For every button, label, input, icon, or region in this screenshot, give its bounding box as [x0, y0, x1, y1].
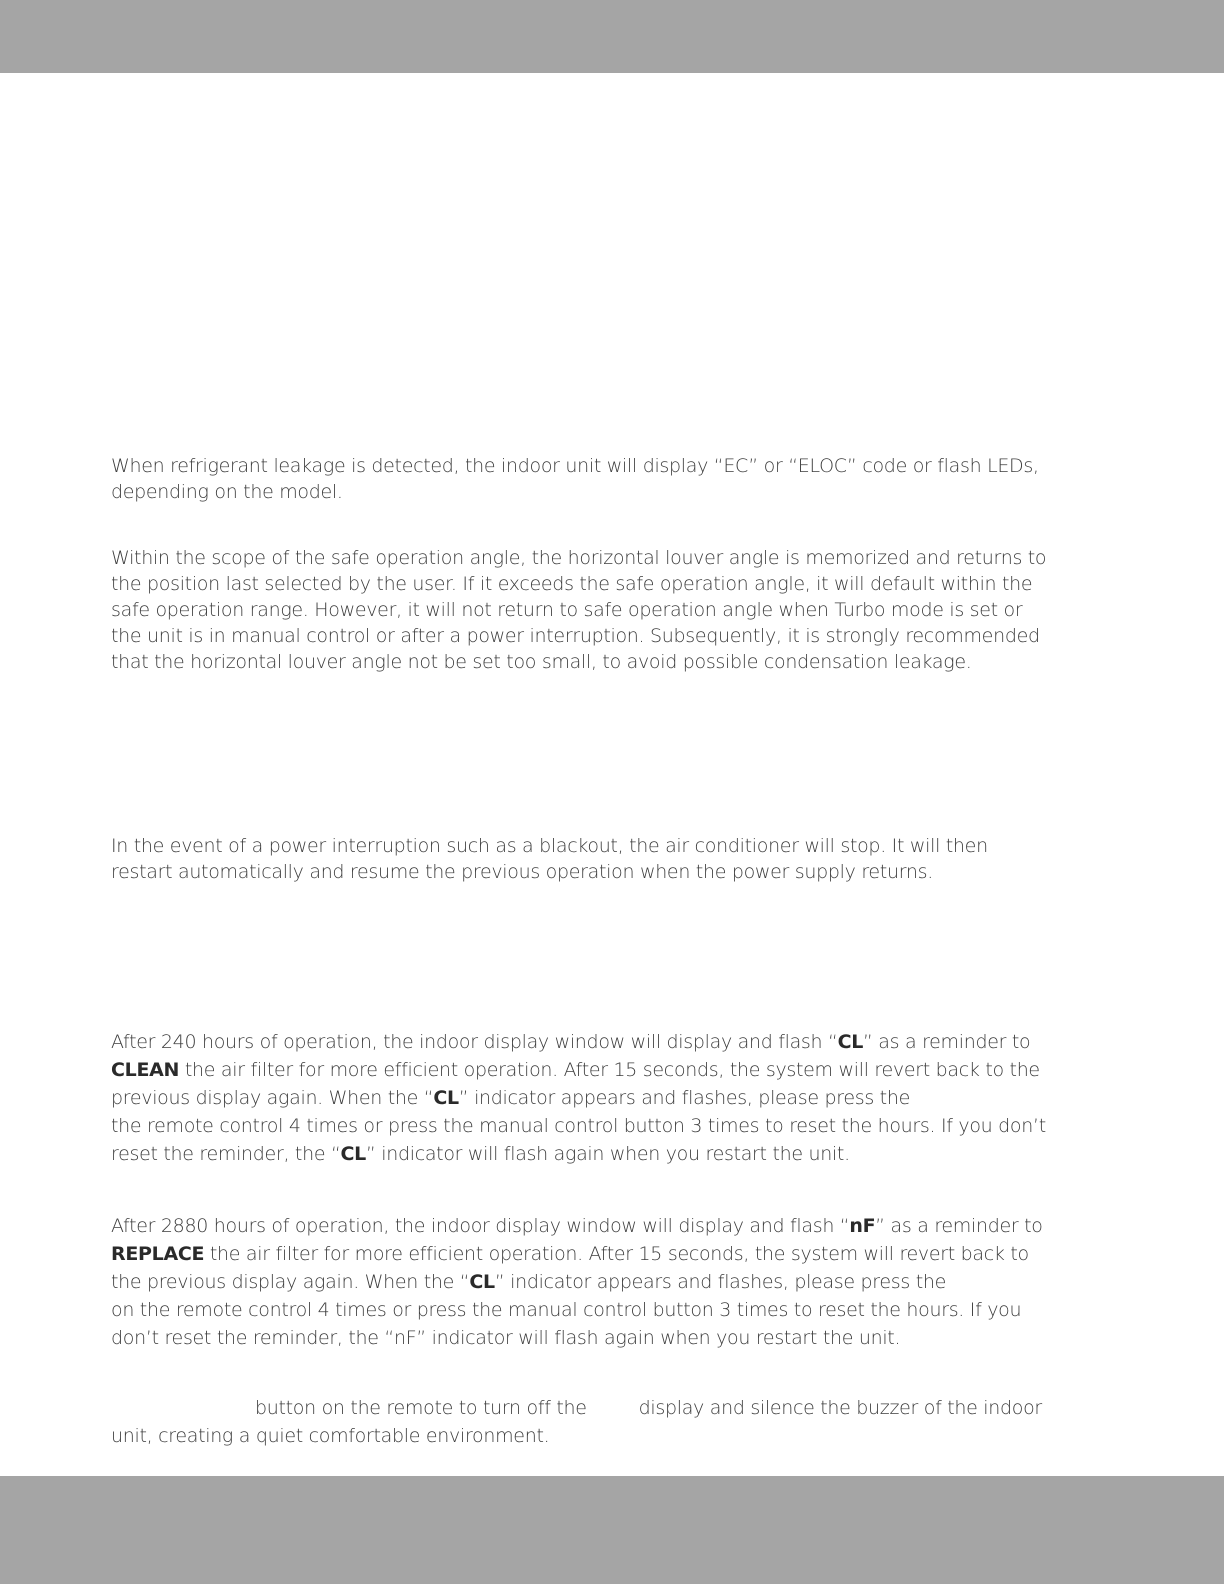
text-line: reset the reminder, the “CL” indicator will flash again when you restart the unit.: [111, 1143, 850, 1165]
louver-angle-paragraph: [111, 545, 1121, 675]
nf-code: nF: [849, 1215, 876, 1237]
text-line: that the horizontal louver angle not be set too small, to avoid possible condensation leakage.: [111, 651, 972, 673]
cl-code: CL: [837, 1031, 864, 1053]
text-line: Within the scope of the safe operation angle, the horizontal louver angle is memorized and returns to: [111, 547, 1047, 569]
header-bar: [0, 0, 1224, 73]
cl-code: CL: [433, 1087, 459, 1109]
cl-code: CL: [469, 1271, 495, 1293]
text-line: After 240 hours of operation, the indoor display window will display and flash “CL” as a reminder to: [111, 1031, 1031, 1053]
text-line: the previous display again. When the “CL” indicator appears and flashes, please press the: [111, 1271, 946, 1293]
footer-bar: [0, 1476, 1224, 1584]
text-line: the position last selected by the user. If it exceeds the safe operation angle, it will default within the: [111, 573, 1033, 595]
text-line: previous display again. When the “CL” indicator appears and flashes, please press the: [111, 1087, 910, 1109]
text-line: CLEAN the air filter for more efficient operation. After 15 seconds, the system will revert back to the: [111, 1059, 1040, 1081]
text-line: REPLACE the air filter for more efficient operation. After 15 seconds, the system will revert back to: [111, 1243, 1029, 1265]
text-line: safe operation range. However, it will not return to safe operation angle when Turbo mode is set or: [111, 599, 1023, 621]
text-line: button on the remote to turn off the display and silence the buzzer of the indoor: [255, 1397, 1042, 1419]
text-line: When refrigerant leakage is detected, the indoor unit will display “EC” or “ELOC” code or flash LEDs,: [111, 455, 1039, 477]
replace-keyword: REPLACE: [111, 1243, 205, 1265]
text-line: In the event of a power interruption such as a blackout, the air conditioner will stop. It will then: [111, 835, 988, 857]
cl-code: CL: [340, 1143, 366, 1165]
filter-replace-reminder-paragraph: [111, 1212, 1121, 1352]
silence-display-paragraph: [111, 1394, 1121, 1450]
text-line: don’t reset the reminder, the “nF” indicator will flash again when you restart the unit.: [111, 1327, 901, 1349]
text-line: the remote control 4 times or press the manual control button 3 times to reset the hours. If you don’t: [111, 1115, 1046, 1137]
text-line: After 2880 hours of operation, the indoor display window will display and flash “nF” as a reminder to: [111, 1215, 1043, 1237]
text-line: unit, creating a quiet comfortable environment.: [111, 1425, 550, 1447]
clean-keyword: CLEAN: [111, 1059, 180, 1081]
filter-clean-reminder-paragraph: [111, 1028, 1121, 1168]
text-line: on the remote control 4 times or press the manual control button 3 times to reset the hours. If you: [111, 1299, 1022, 1321]
text-line: depending on the model.: [111, 481, 343, 503]
text-line: restart automatically and resume the previous operation when the power supply returns.: [111, 861, 933, 883]
auto-restart-paragraph: [111, 833, 1121, 885]
refrigerant-leak-paragraph: [111, 453, 1121, 505]
text-line: the unit is in manual control or after a power interruption. Subsequently, it is strongly recommended: [111, 625, 1040, 647]
